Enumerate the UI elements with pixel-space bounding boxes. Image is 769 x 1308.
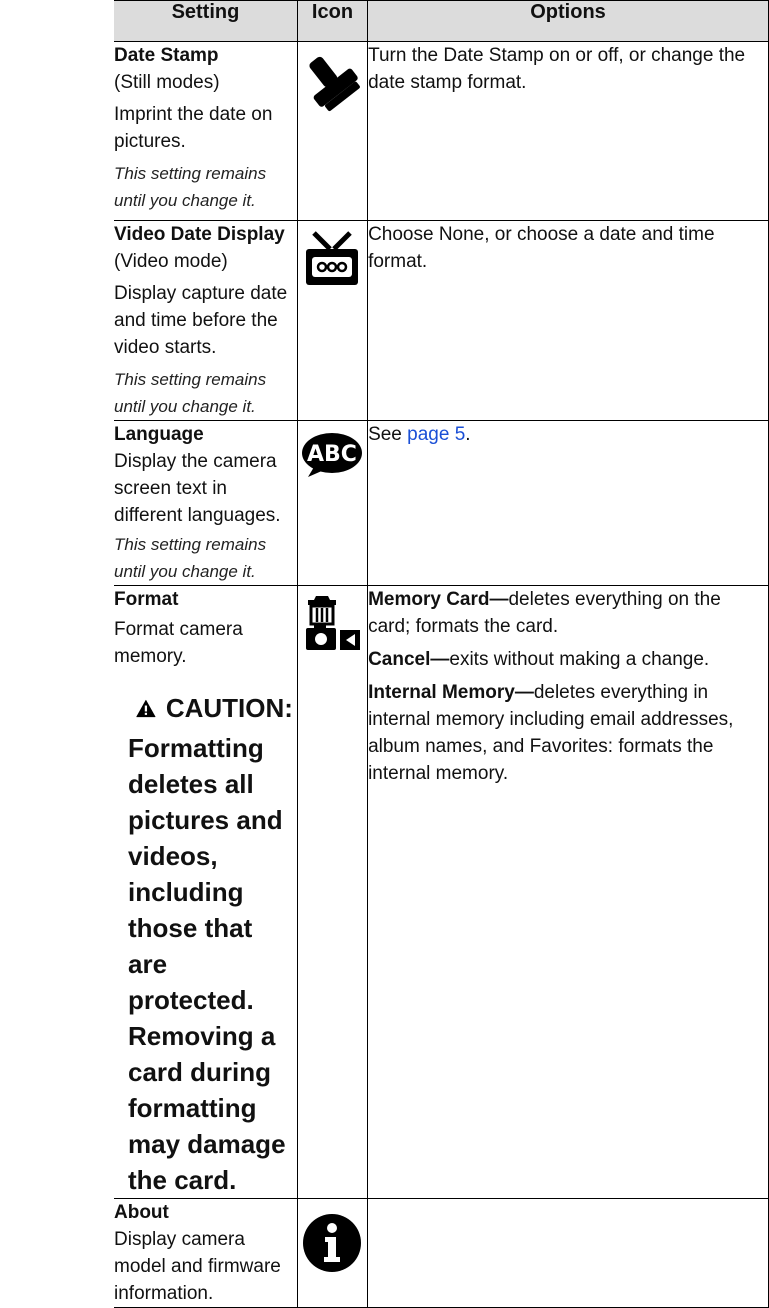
table-header-row — [114, 1, 769, 42]
setting-cell — [114, 586, 297, 1199]
options-cell — [368, 421, 769, 586]
table-row — [114, 42, 769, 221]
setting-name: About — [114, 1202, 169, 1223]
setting-name: Language — [114, 424, 204, 445]
header-setting: Setting — [114, 1, 297, 42]
option-internal-memory: Internal Memory—deletes everything in internal memory including email addresses, album names, and Favorites: formats the internal memory. — [368, 682, 734, 784]
setting-cell — [114, 421, 297, 586]
setting-note: This setting remains until you change it. — [114, 164, 267, 210]
options-text: Turn the Date Stamp on or off, or change the date stamp format. — [368, 45, 746, 93]
options-text: Choose None, or choose a date and time format. — [368, 224, 715, 272]
icon-cell — [297, 221, 367, 421]
options-cell — [368, 42, 769, 221]
setting-description: Display the camera screen text in different languages. — [114, 451, 281, 526]
video-date-display-icon — [300, 229, 364, 293]
options-cell — [368, 221, 769, 421]
table-row — [114, 421, 769, 586]
options-cell — [368, 1199, 769, 1308]
info-icon — [300, 1213, 364, 1277]
svg-text:ABC: ABC — [307, 442, 358, 467]
setting-name: Format — [114, 589, 179, 610]
options-cell — [368, 586, 769, 1199]
table-row — [114, 1199, 769, 1308]
setting-mode: (Still modes) — [114, 72, 220, 93]
setting-description: Display capture date and time before the video starts. — [114, 283, 288, 358]
caution-block — [128, 690, 293, 1198]
setting-note: This setting remains until you change it. — [114, 535, 267, 581]
option-memory-card: Memory Card—deletes everything on the card; formats the card. — [368, 589, 721, 637]
setting-name: Video Date Display — [114, 224, 285, 245]
icon-cell — [297, 1199, 367, 1308]
setting-description: Imprint the date on pictures. — [114, 104, 273, 152]
icon-cell — [297, 586, 367, 1199]
options-text: See — [368, 424, 408, 445]
settings-table — [114, 0, 769, 1308]
date-stamp-icon — [300, 50, 364, 114]
setting-cell — [114, 42, 297, 221]
setting-description: Format camera memory. — [114, 619, 243, 667]
page-link[interactable]: page 5 — [407, 424, 466, 445]
setting-name: Date Stamp — [114, 45, 219, 66]
option-cancel: Cancel—exits without making a change. — [368, 649, 710, 670]
warning-icon — [136, 695, 156, 722]
setting-mode: (Video mode) — [114, 251, 228, 272]
table-row — [114, 586, 769, 1199]
header-options: Options — [368, 1, 769, 42]
caution-title: CAUTION: — [165, 693, 293, 723]
header-icon: Icon — [297, 1, 367, 42]
icon-cell — [297, 42, 367, 221]
language-icon — [300, 429, 364, 493]
table-row — [114, 221, 769, 421]
setting-cell — [114, 221, 297, 421]
icon-cell — [297, 421, 367, 586]
setting-cell — [114, 1199, 297, 1308]
setting-description: Display camera model and firmware information. — [114, 1229, 281, 1304]
format-icon — [300, 592, 364, 656]
options-text-suffix: . — [465, 424, 471, 445]
setting-note: This setting remains until you change it. — [114, 370, 267, 416]
caution-text: Formatting deletes all pictures and videos, including those that are protected. Removing a card during formatting may damage the card. — [128, 733, 286, 1195]
